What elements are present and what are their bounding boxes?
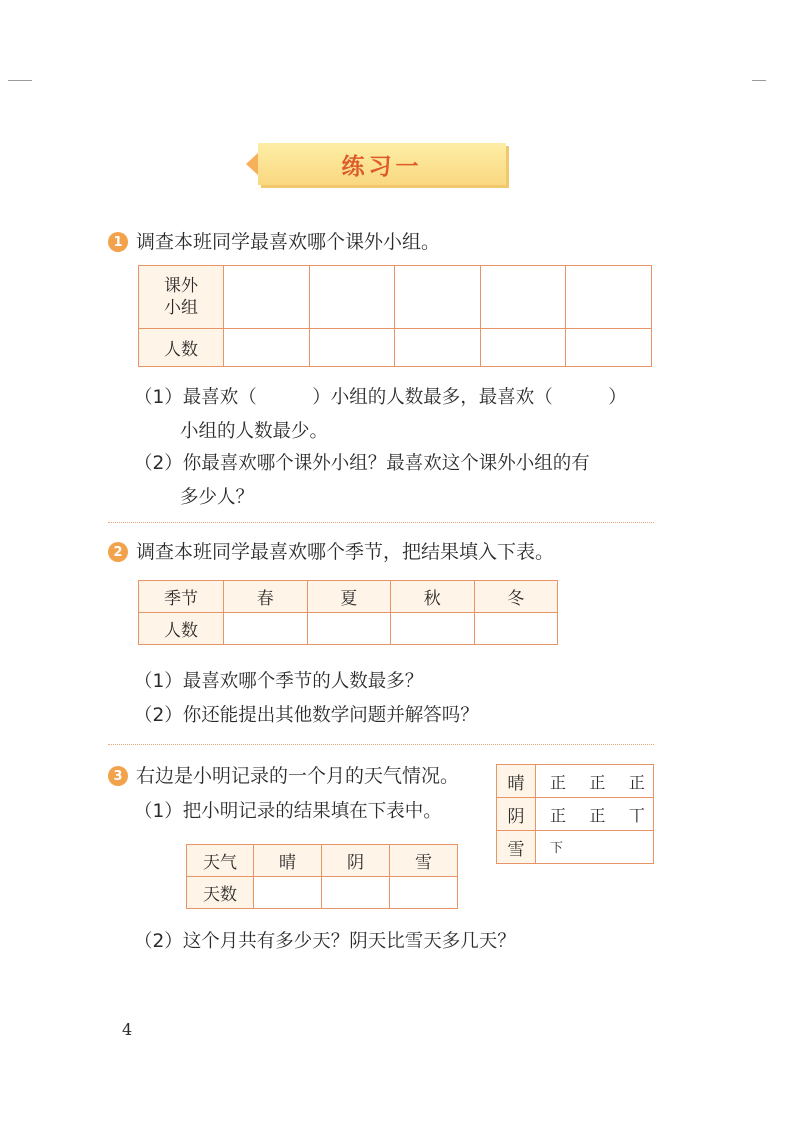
tally-mark: 正: [550, 772, 567, 792]
q3-weather-tally-record: [496, 764, 654, 864]
q1-sub-question-1-line1: （1）最喜欢（ ）小组的人数最多，最喜欢（ ）: [134, 387, 627, 408]
tally-marks-sunny: [536, 765, 654, 798]
page-number: 4: [122, 1020, 133, 1039]
tally-label-sunny: 晴: [497, 765, 536, 798]
q1-activity-table: [138, 265, 652, 367]
q3-type-cloudy: 阴: [322, 845, 390, 877]
q1-group-cell[interactable]: [224, 266, 310, 329]
tally-mark: 正: [589, 805, 606, 825]
crop-mark-left: [8, 80, 32, 81]
tally-marks-cloudy: [536, 798, 654, 831]
q3-weather-days-table: [186, 844, 458, 909]
q2-count-cell[interactable]: [391, 613, 475, 645]
q2-season-summer: 夏: [307, 581, 391, 613]
tally-mark: 正: [550, 805, 567, 825]
q1-count-cell[interactable]: [566, 329, 652, 367]
q2-season-spring: 春: [224, 581, 308, 613]
section-divider: [108, 744, 654, 745]
q3-sub-question-1: （1）把小明记录的结果填在下表中。: [134, 801, 442, 822]
crop-mark-right: [752, 80, 766, 81]
tally-mark: 正: [628, 772, 645, 792]
q1-count-cell[interactable]: [395, 329, 481, 367]
q1-row-header-group: [139, 266, 224, 329]
tally-label-snowy: 雪: [497, 831, 536, 864]
q1-row-header-count: 人数: [139, 329, 224, 367]
page-title: 练习一: [341, 152, 423, 180]
q2-header-season: 季节: [139, 581, 224, 613]
q1-sub-question-2-line1: （2）你最喜欢哪个课外小组？最喜欢这个课外小组的有: [134, 453, 590, 474]
q2-sub-question-2: （2）你还能提出其他数学问题并解答吗？: [134, 705, 479, 726]
q2-sub-question-1: （1）最喜欢哪个季节的人数最多？: [134, 671, 424, 692]
q1-sub-question-1-line2: 小组的人数最少。: [180, 421, 329, 442]
q1-header-line2: 小组: [164, 298, 198, 318]
tally-mark: 正: [589, 772, 606, 792]
title-banner: [258, 143, 506, 185]
q1-count-cell[interactable]: [309, 329, 395, 367]
section-divider: [108, 522, 654, 523]
question-3-text: 右边是小明记录的一个月的天气情况。: [136, 765, 460, 787]
q2-season-winter: 冬: [474, 581, 558, 613]
q3-type-sunny: 晴: [254, 845, 322, 877]
question-number-badge-1: 1: [108, 232, 128, 252]
q3-days-cell[interactable]: [390, 877, 458, 909]
question-number-badge-3: 3: [108, 766, 128, 786]
question-number-badge-2: 2: [108, 542, 128, 562]
q3-type-snowy: 雪: [390, 845, 458, 877]
tally-label-cloudy: 阴: [497, 798, 536, 831]
q1-group-cell[interactable]: [395, 266, 481, 329]
q3-sub-question-2: （2）这个月共有多少天？阴天比雪天多几天？: [134, 931, 516, 952]
q3-header-days: 天数: [187, 877, 254, 909]
q2-count-cell[interactable]: [474, 613, 558, 645]
question-1-text: 调查本班同学最喜欢哪个课外小组。: [136, 231, 441, 253]
q3-days-cell[interactable]: [322, 877, 390, 909]
q2-header-count: 人数: [139, 613, 224, 645]
q2-count-cell[interactable]: [307, 613, 391, 645]
q1-group-cell[interactable]: [566, 266, 652, 329]
tally-marks-snowy: [536, 831, 654, 864]
q1-group-cell[interactable]: [309, 266, 395, 329]
q2-season-table: [138, 580, 558, 645]
q3-days-cell[interactable]: [254, 877, 322, 909]
q1-group-cell[interactable]: [480, 266, 566, 329]
q1-sub-question-2-line2: 多少人？: [180, 487, 255, 508]
tally-mark: 丅: [628, 805, 645, 825]
tally-mark: 下: [550, 841, 564, 856]
q1-count-cell[interactable]: [224, 329, 310, 367]
q2-count-cell[interactable]: [224, 613, 308, 645]
q3-header-weather: 天气: [187, 845, 254, 877]
q1-count-cell[interactable]: [480, 329, 566, 367]
q1-header-line1: 课外: [164, 276, 198, 296]
q2-season-autumn: 秋: [391, 581, 475, 613]
question-2-text: 调查本班同学最喜欢哪个季节，把结果填入下表。: [136, 541, 555, 563]
